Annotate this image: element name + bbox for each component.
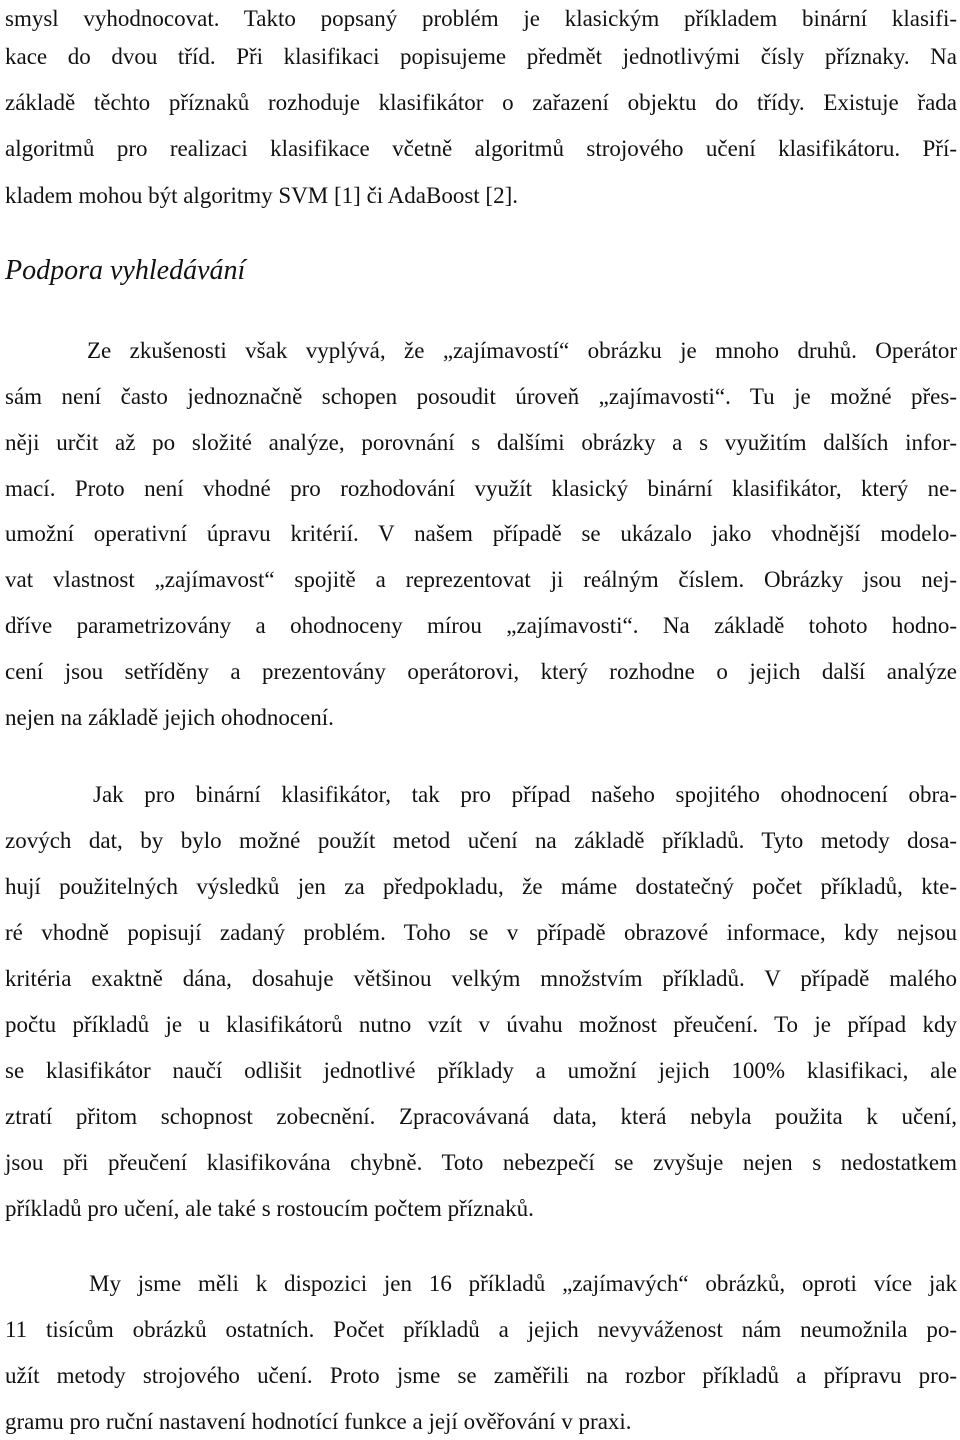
text-line: kritéria exaktně dána, dosahuje většinou velkým množstvím příkladů. V případě malého	[5, 966, 957, 991]
text-line: sám není často jednoznačně schopen posoudit úroveň „zajímavosti“. Tu je možné přes-	[5, 384, 957, 409]
text-line: algoritmů pro realizaci klasifikace včetně algoritmů strojového učení klasifikátoru. Pří-	[5, 136, 957, 161]
text-line: Jak pro binární klasifikátor, tak pro případ našeho spojitého ohodnocení obra-	[93, 782, 957, 807]
text-line: nejen na základě jejich ohodnocení.	[5, 705, 334, 730]
text-line: dříve parametrizovány a ohodnoceny mírou „zajímavosti“. Na základě tohoto hodno-	[5, 613, 957, 638]
text-line: cení jsou setříděny a prezentovány operátorovi, který rozhodne o jejich další analýze	[5, 659, 957, 684]
text-line: hují použitelných výsledků jen za předpokladu, že máme dostatečný počet příkladů, kte-	[5, 874, 957, 899]
text-line: počtu příkladů je u klasifikátorů nutno vzít v úvahu možnost přeučení. To je případ kdy	[5, 1012, 957, 1037]
text-line: zových dat, by bylo možné použít metod učení na základě příkladů. Tyto metody dosa-	[5, 828, 957, 853]
text-line: vat vlastnost „zajímavost“ spojitě a reprezentovat ji reálným číslem. Obrázky jsou nej-	[5, 567, 957, 592]
text-line: smysl vyhodnocovat. Takto popsaný problém je klasickým příkladem binární klasifi-	[5, 6, 957, 31]
text-line: My jsme měli k dispozici jen 16 příkladů „zajímavých“ obrázků, oproti více jak	[89, 1271, 957, 1296]
text-line: kace do dvou tříd. Při klasifikaci popisujeme předmět jednotlivými čísly příznaky. Na	[5, 44, 957, 69]
text-line: příkladů pro učení, ale také s rostoucím počtem příznaků.	[5, 1196, 534, 1221]
text-line: Ze zkušenosti však vyplývá, že „zajímavostí“ obrázku je mnoho druhů. Operátor	[87, 338, 957, 363]
text-line: něji určit až po složité analýze, porovnání s dalšími obrázky a s využitím dalších infor-	[5, 430, 957, 455]
text-line: mací. Proto není vhodné pro rozhodování využít klasický binární klasifikátor, který ne-	[5, 476, 957, 501]
text-line: ré vhodně popisují zadaný problém. Toho se v případě obrazové informace, kdy nejsou	[5, 920, 957, 945]
text-line: se klasifikátor naučí odlišit jednotlivé příklady a umožní jejich 100% klasifikaci, ale	[5, 1058, 957, 1083]
text-line: základě těchto příznaků rozhoduje klasifikátor o zařazení objektu do třídy. Existuje řada	[5, 90, 957, 115]
text-line: gramu pro ruční nastavení hodnotící funkce a její ověřování v praxi.	[5, 1409, 632, 1434]
text-line: užít metody strojového učení. Proto jsme se zaměřili na rozbor příkladů a přípravu pro-	[5, 1363, 957, 1388]
text-line: umožní operativní úpravu kritérií. V našem případě se ukázalo jako vhodnější modelo-	[5, 521, 957, 546]
text-line: ztratí přitom schopnost zobecnění. Zpracovávaná data, která nebyla použita k učení,	[5, 1104, 957, 1129]
section-heading: Podpora vyhledávání	[5, 255, 246, 286]
text-line: 11 tisícům obrázků ostatních. Počet příkladů a jejich nevyváženost nám neumožnila po-	[5, 1317, 957, 1342]
text-line: jsou při přeučení klasifikována chybně. Toto nebezpečí se zvyšuje nejen s nedostatkem	[5, 1150, 957, 1175]
text-line: kladem mohou být algoritmy SVM [1] či AdaBoost [2].	[5, 183, 518, 208]
